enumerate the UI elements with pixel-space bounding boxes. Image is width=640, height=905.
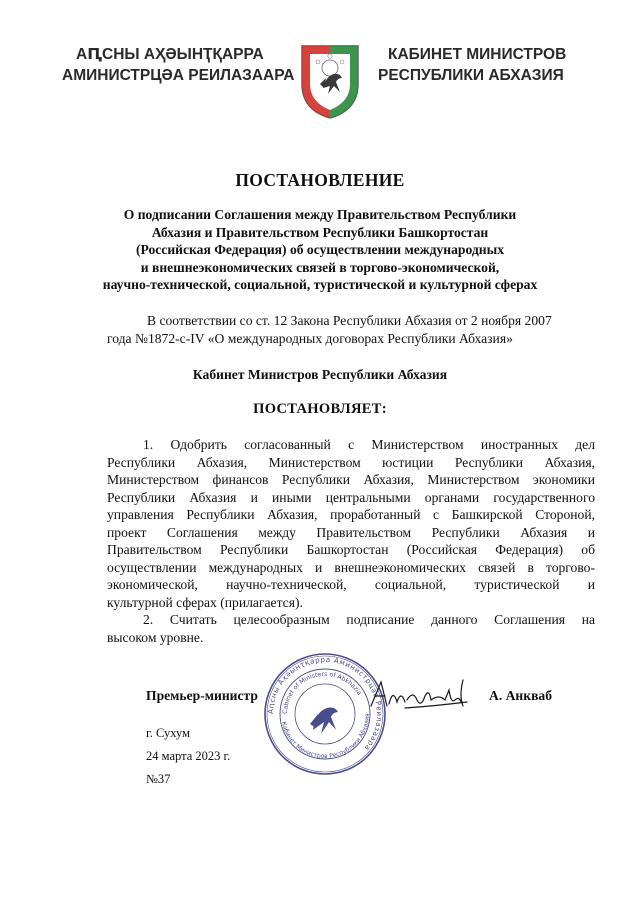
document-title: ПОСТАНОВЛЕНИЕ [235, 170, 405, 190]
decrees-heading: ПОСТАНОВЛЯЕТ: [253, 401, 387, 417]
subject-line: (Российская Федерация) об осуществлении международных [135, 242, 505, 258]
basis-line: года №1872-с-IV «О международных договорах Республики Абхазия» [107, 330, 513, 346]
header-russian-line2: РЕСПУБЛИКИ АБХАЗИЯ [378, 67, 564, 84]
body-line: управления Республики Абхазия, проработанный с Башкирской Стороной, [107, 507, 595, 522]
seal-outer-text: Аԥсны Аҳәынҭқарра Аминистрцәа Реилазаара [265, 654, 385, 753]
legal-basis [107, 312, 597, 347]
signatory-title: Премьер-министр [146, 688, 258, 703]
handwritten-signature [365, 676, 475, 716]
subject-line: Абхазия и Правительством Республики Башкортостан [151, 224, 489, 240]
body-line: Республики Абхазия, Министерством юстиции Республики Абхазия, [107, 454, 595, 470]
subject-line: и внешнеэкономических связей в торгово-экономической, [140, 259, 500, 275]
body-line: 2. Считать целесообразным подписание данного Соглашения на [143, 612, 595, 627]
header-abkhaz [62, 44, 302, 86]
body-line: экономической, научно-технической, социальной, туристической и [107, 577, 595, 592]
signatory-name: А. Анкваб [489, 688, 553, 703]
decree-body [107, 436, 595, 646]
body-line: Министерством финансов Республики Абхазия, Министерством экономики [107, 472, 595, 487]
body-line: Правительством Республики Башкортостан (Российская Федерация) об [107, 542, 595, 557]
header-abkhaz-line1: АԤСНЫ АҲӘЫНҬҚАРРА [76, 46, 264, 63]
header-russian-line1: КАБИНЕТ МИНИСТРОВ [388, 46, 567, 63]
body-line: высоком уровне. [107, 629, 204, 645]
body-line: 1. Одобрить согласованный с Министерством иностранных дел [143, 437, 595, 452]
seal-lower-text: Кабинет Министров Республики Абхазия [279, 713, 372, 761]
state-emblem-icon [296, 40, 364, 120]
document-place: г. Сухум [146, 726, 191, 740]
document-number: №37 [146, 772, 171, 786]
seal-inner-text: Cabinet of Ministers of Abkhazia [281, 670, 363, 715]
issuer-heading: Кабинет Министров Республики Абхазия [192, 367, 448, 382]
header-abkhaz-line2: АМИНИСТРЦӘА РЕИЛАЗААРА [62, 67, 295, 84]
body-line: Республики Абхазия и иными центральными органами государственного [107, 489, 595, 505]
document-subject [70, 206, 570, 294]
subject-line: О подписании Соглашения между Правительством Республики [123, 207, 517, 222]
basis-line: В соответствии со ст. 12 Закона Республики Абхазия от 2 ноября 2007 [147, 313, 552, 328]
header-russian [378, 44, 598, 86]
body-line: осуществлении международных и внешнеэкономических связей в торгово- [107, 559, 595, 575]
document-date: 24 марта 2023 г. [146, 749, 231, 763]
subject-line: научно-технической, социальной, туристической и культурной сферах [102, 277, 538, 293]
body-line: проект Соглашения между Правительством Республики Абхазия и [107, 524, 595, 540]
body-line: культурной сферах (прилагается). [107, 594, 303, 610]
